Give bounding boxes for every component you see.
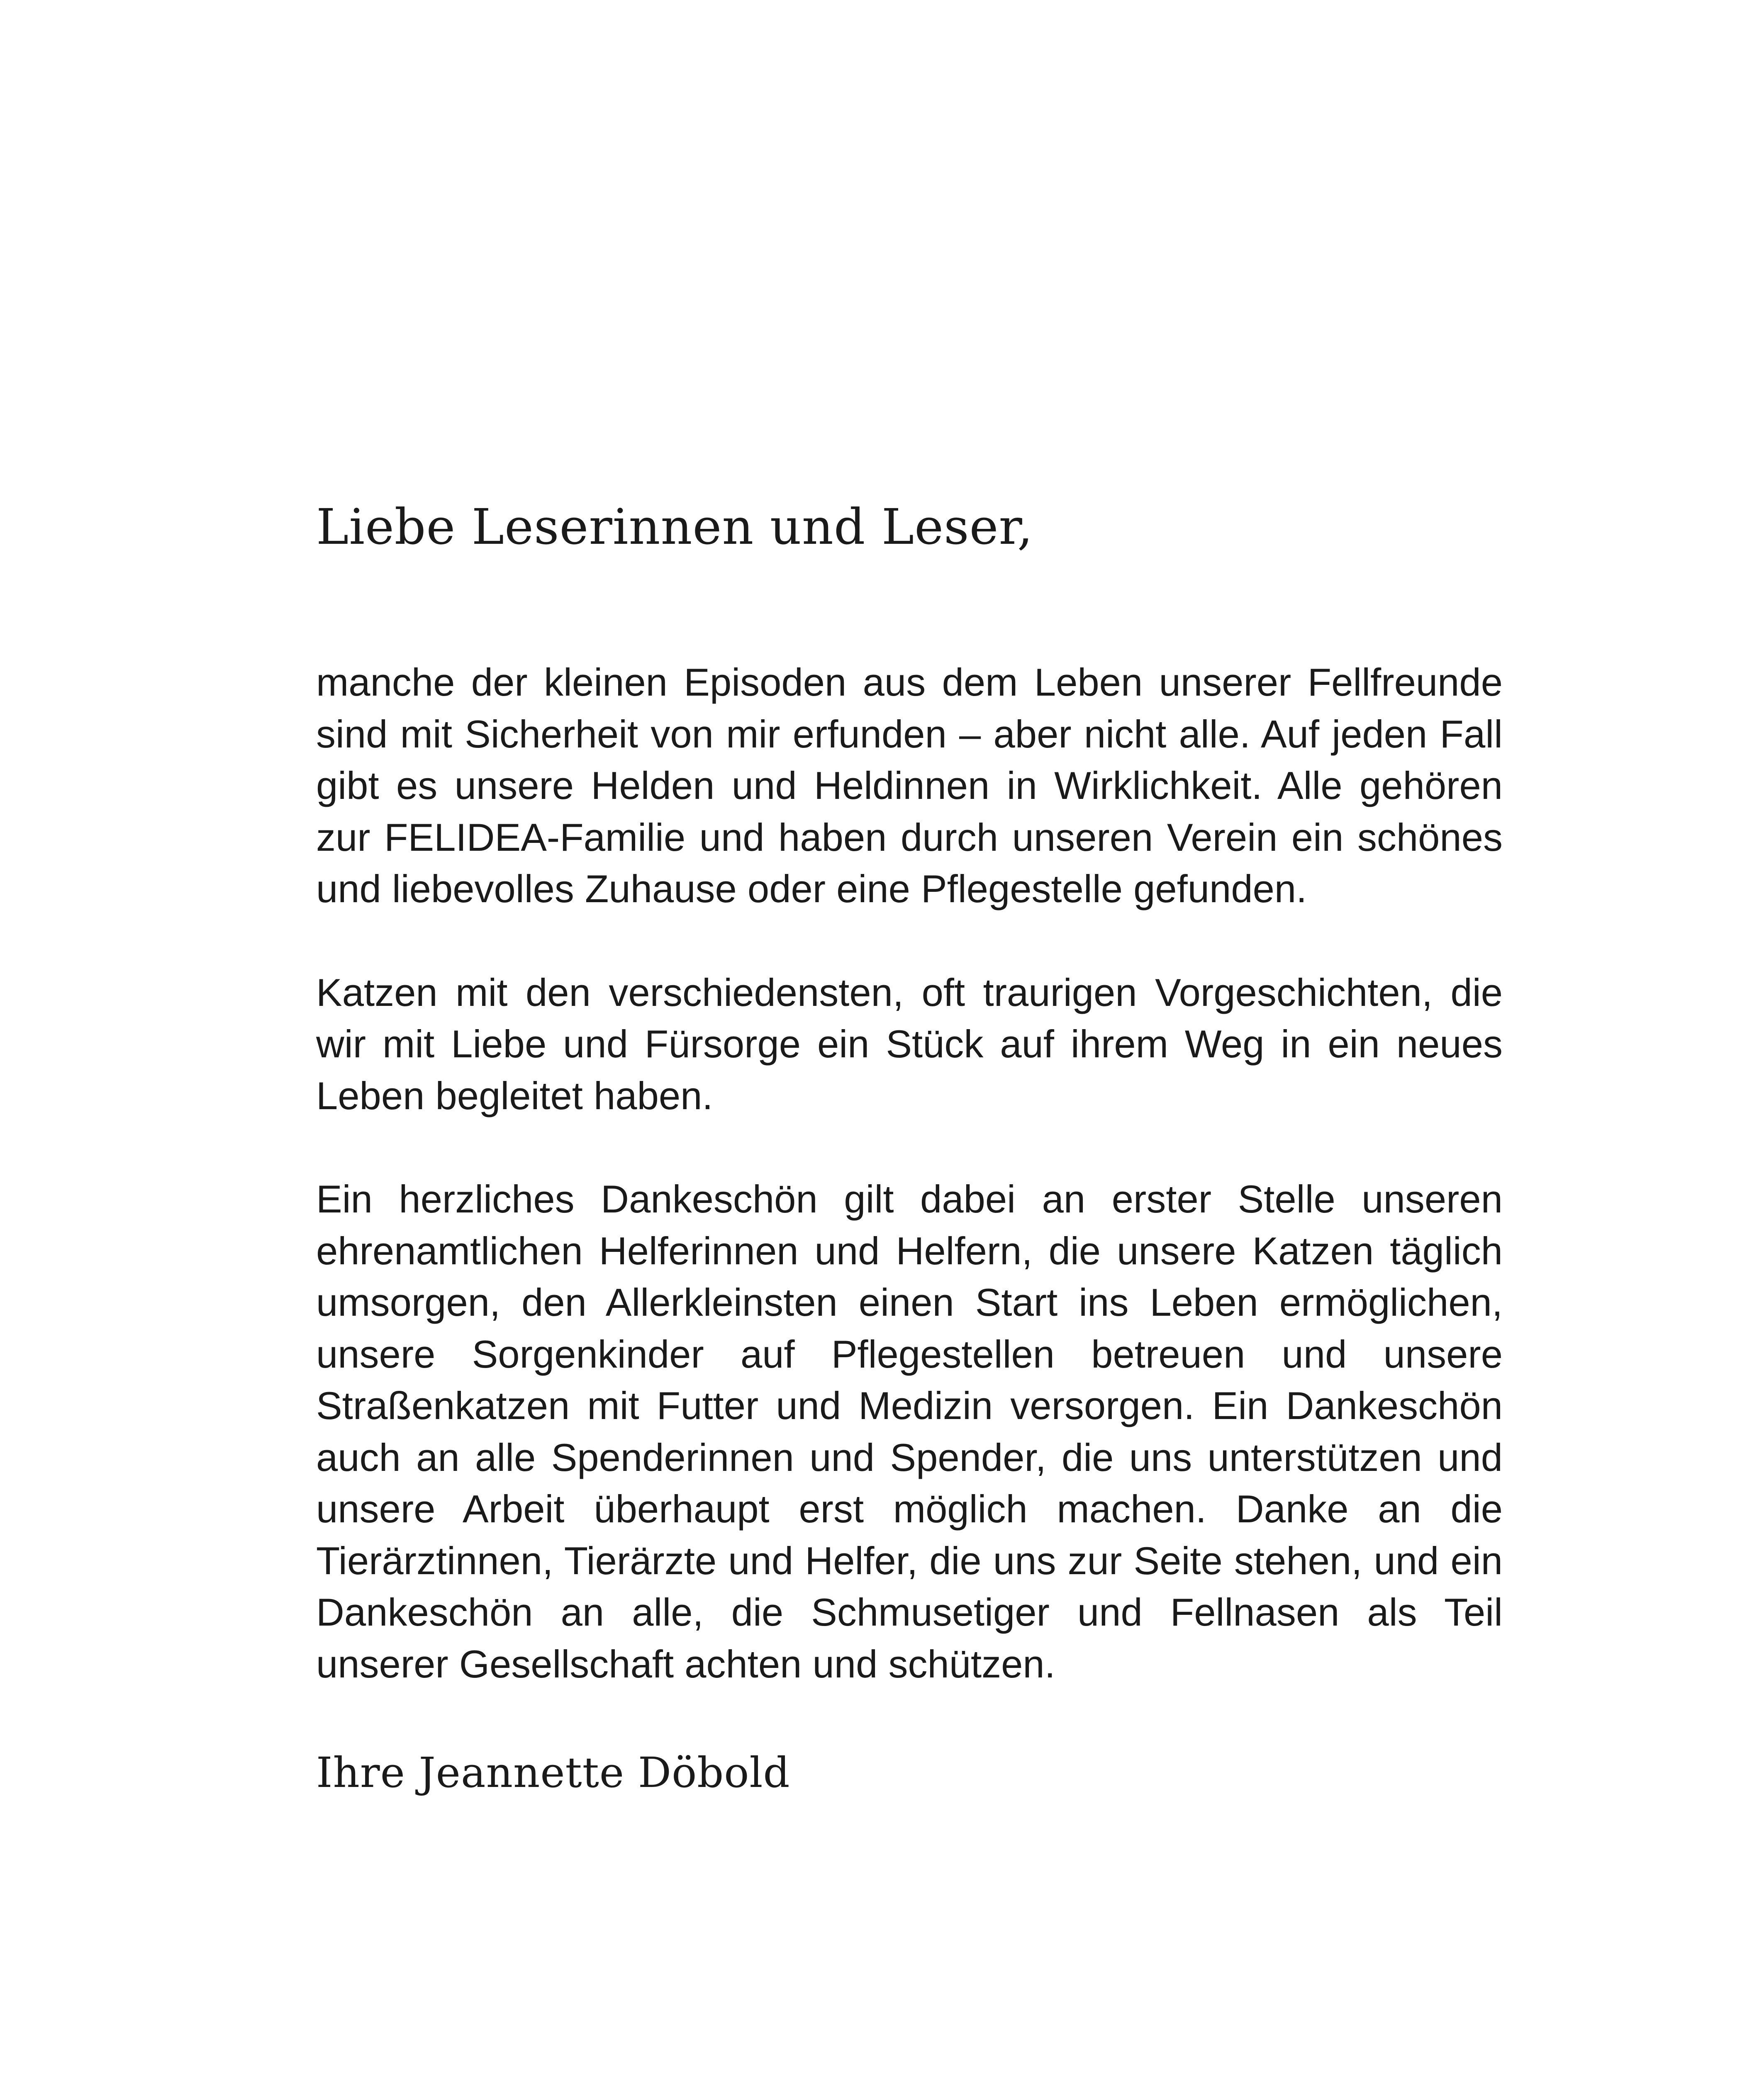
paragraph-cats: Katzen mit den verschiedensten, oft traurigen Vorgeschichten, die wir mit Liebe und Fürsorge ein Stück auf ihrem Weg in ein neues Leben begleitet haben.	[316, 970, 1503, 1117]
signature: Ihre Jeannette Döbold	[316, 1748, 790, 1797]
salutation: Liebe Leserinnen und Leser,	[316, 498, 1033, 555]
paragraph-thanks: Ein herzliches Dankeschön gilt dabei an erster Stelle unseren ehrenamtlichen Helferinnen und Helfern, die unsere Katzen täglich umsorgen, den Allerkleinsten einen Start ins Leben ermöglichen, unsere Sorgenkinder auf Pflegestellen betreuen und unsere Straßenkatzen mit Futter und Medizin versorgen. Ein Dankeschön auch an alle Spenderinnen und Spender, die uns unterstützen und unsere Arbeit überhaupt erst möglich machen. Danke an die Tierärztinnen, Tierärzte und Helfer, die uns zur Seite stehen, und ein Dankeschön an alle, die Schmusetiger und Fellnasen als Teil unserer Gesellschaft achten und schützen.	[316, 1177, 1503, 1686]
letter	[316, 494, 1503, 1804]
paragraph-episodes: manche der kleinen Episoden aus dem Leben unserer Fellfreunde sind mit Sicherheit von mir erfunden – aber nicht alle. Auf jeden Fall gibt es unsere Helden und Heldinnen in Wirklichkeit. Alle gehören zur FELIDEA-Familie und haben durch unseren Verein ein schönes und liebevolles Zuhause oder eine Pflegestelle gefunden.	[316, 660, 1503, 910]
